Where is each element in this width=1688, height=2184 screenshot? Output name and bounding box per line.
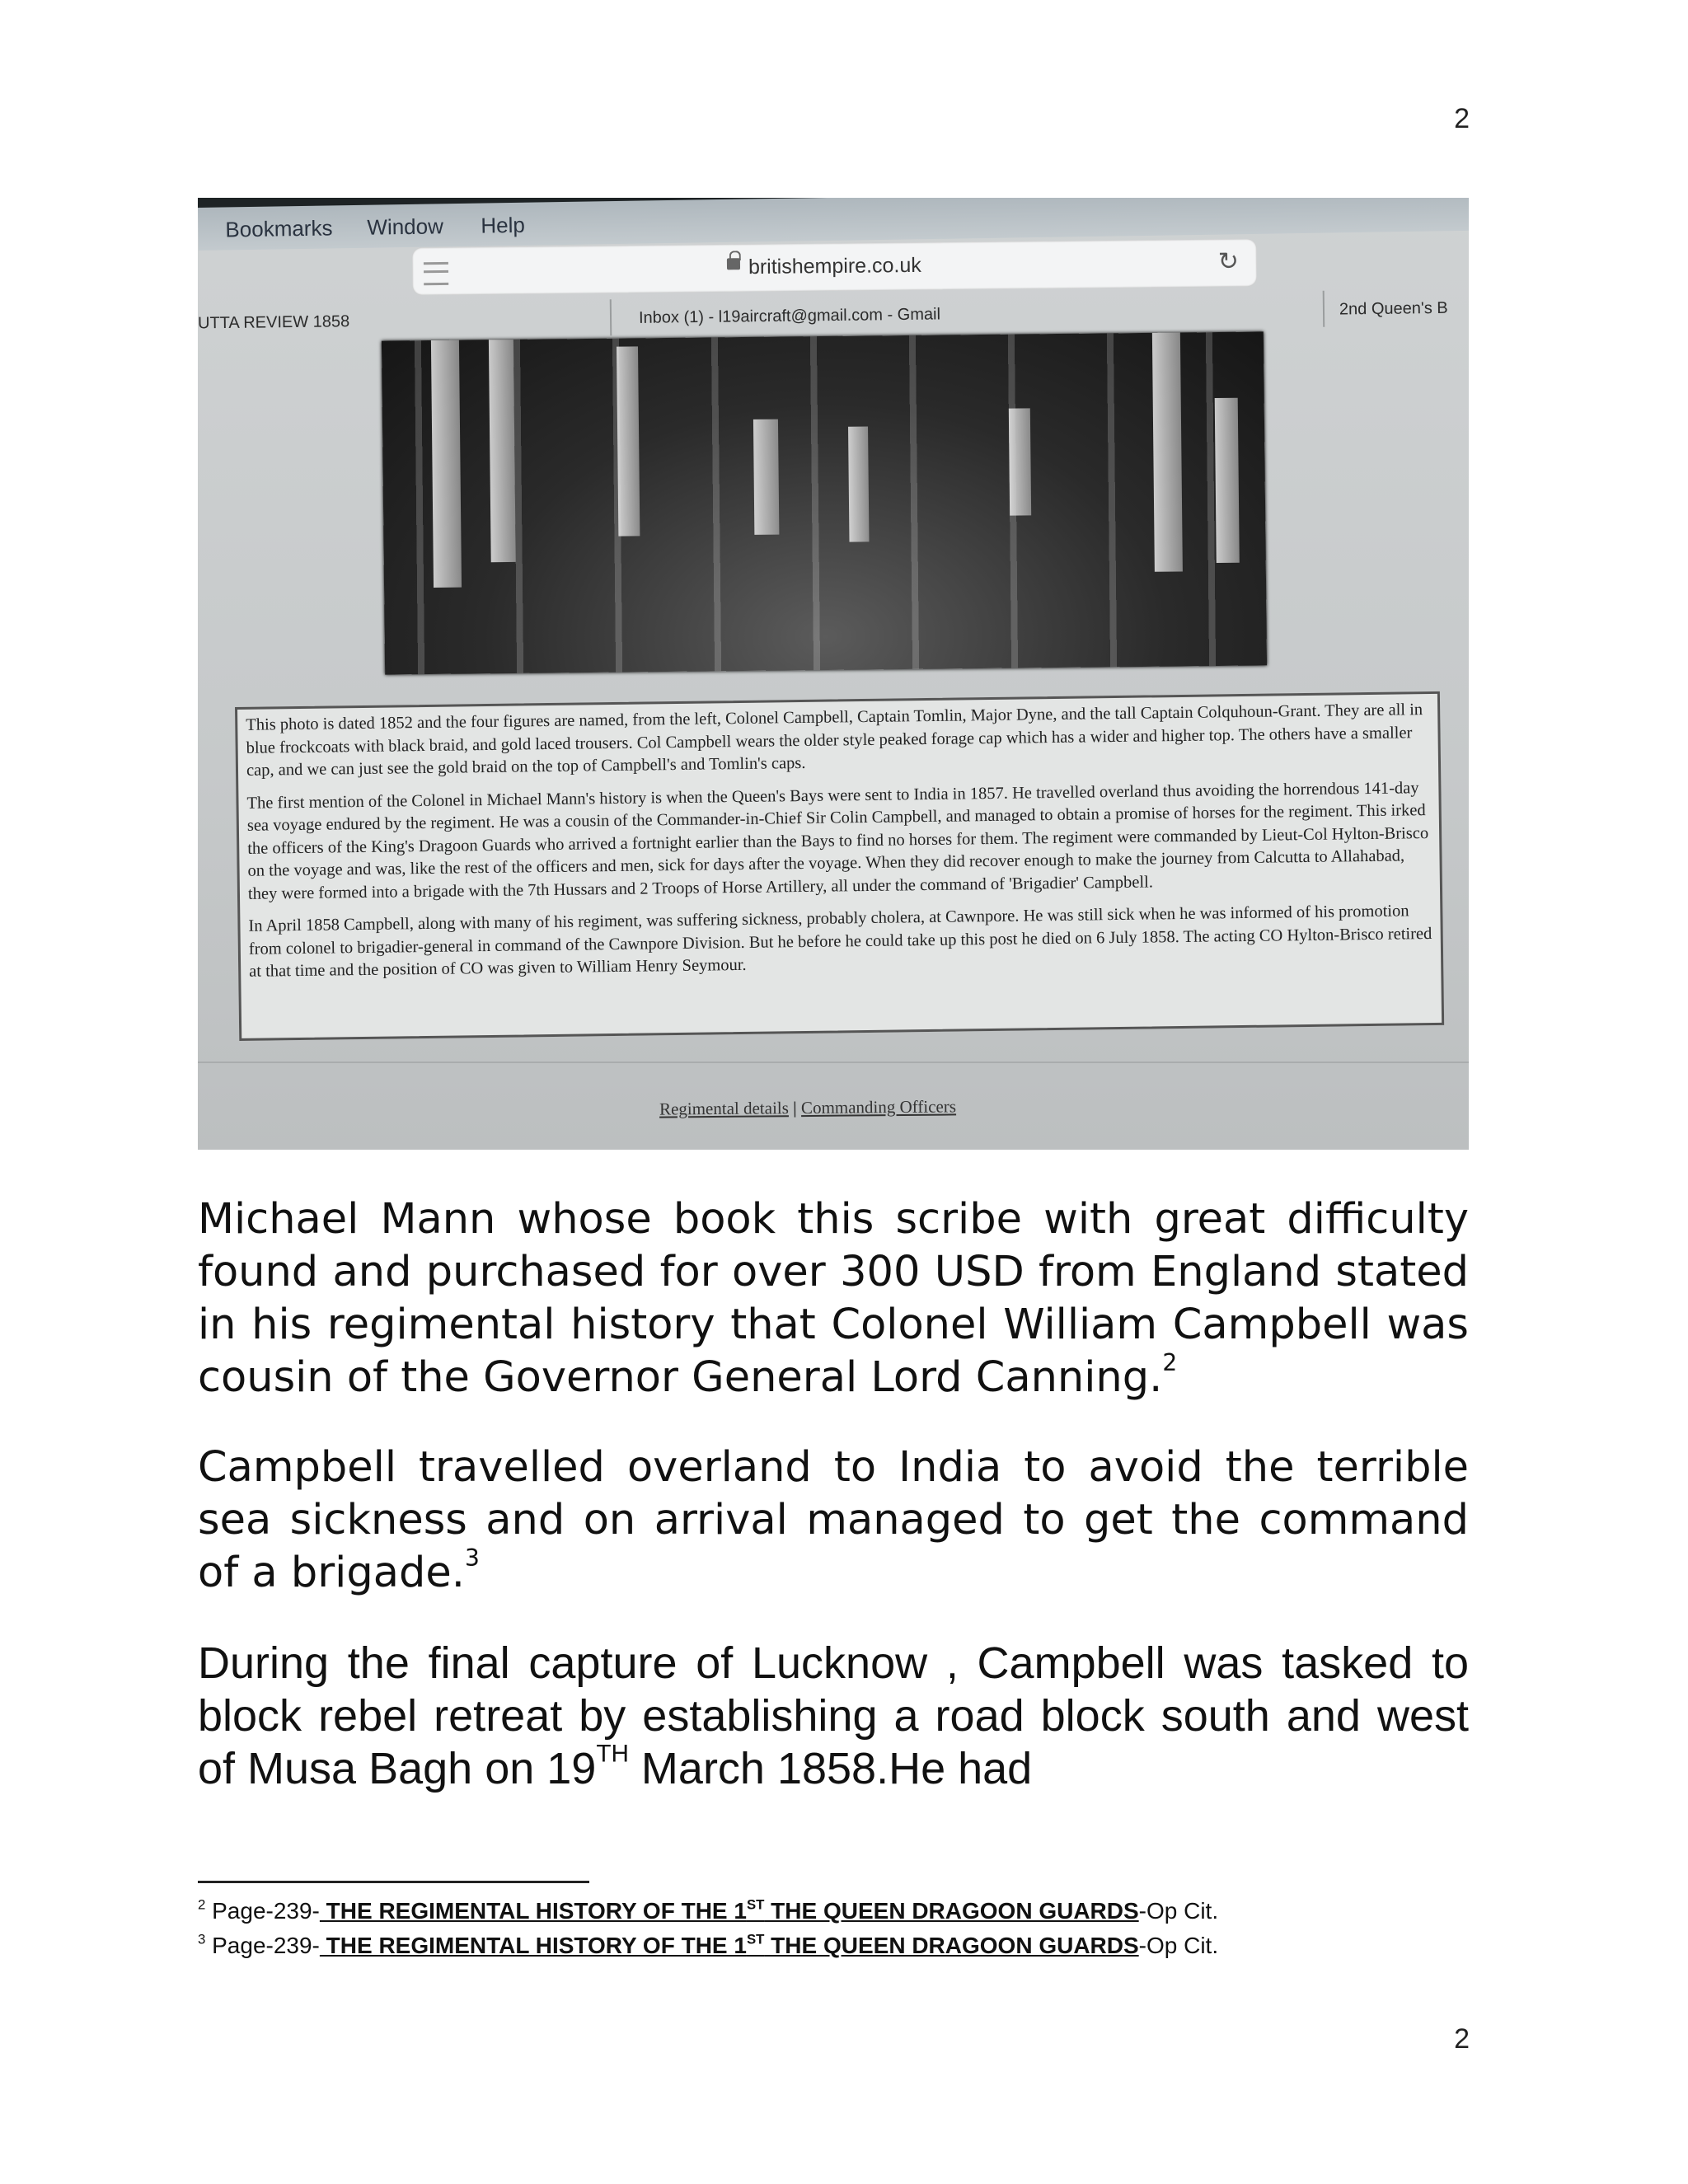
footnote xyxy=(198,1894,1469,1929)
footnotes xyxy=(198,1894,1469,1963)
footnote-mark: 2 xyxy=(198,1896,206,1913)
page-number-top: 2 xyxy=(1454,103,1470,134)
caption-paragraph: This photo is dated 1852 and the four figures are named, from the left, Colonel Campbell, Captain Tomlin, Major Dyne, and the tall Captain Colquhoun-Grant. They are all in blue frockcoats with black braid, and gold laced trousers. Col Campbell wears the older style peaked forage cap which has a wider and higher top. The others have a smaller cap, and we can just see the gold braid on the top of Campbell's and Tomlin's caps. xyxy=(246,701,1423,780)
menu-item-bookmarks[interactable]: Bookmarks xyxy=(225,215,333,242)
footnote-rule xyxy=(198,1881,589,1883)
footnote-suffix: -Op Cit. xyxy=(1138,1898,1219,1924)
footnote-title xyxy=(320,1898,1139,1924)
ordinal-suffix: TH xyxy=(596,1740,629,1768)
footnote-title-part: THE QUEEN DRAGOON GUARDS xyxy=(764,1898,1139,1924)
footnote-suffix: -Op Cit. xyxy=(1138,1933,1219,1958)
footnote-title-sup: ST xyxy=(746,1896,765,1913)
lock-icon xyxy=(727,258,740,269)
footnote-title-part: THE QUEEN DRAGOON GUARDS xyxy=(764,1933,1139,1958)
caption-paragraph: In April 1858 Campbell, along with many of his regiment, was suffering sickness, probably cholera, at Cawnpore. He was still sick when he was informed of his promotion from colonel to brigadier-general in command of the Cawnpore Division. But he before he could take up this post he died on 6 July 1858. The acting CO Hylton-Brisco retired at that time and the position of CO was given to William Henry Seymour. xyxy=(248,902,1432,981)
tab-queens-bays[interactable]: 2nd Queen's B xyxy=(1339,298,1448,319)
body-paragraph xyxy=(198,1193,1469,1404)
footnote-title xyxy=(320,1933,1139,1958)
footnote-mark: 3 xyxy=(198,1931,206,1947)
tab-calcutta-review[interactable]: UTTA REVIEW 1858 xyxy=(198,312,350,333)
paragraph-text: March 1858.He had xyxy=(628,1744,1033,1793)
footnote-prefix: Page-239- xyxy=(205,1933,320,1958)
footnote-ref[interactable]: 3 xyxy=(464,1544,480,1572)
paragraph-text: Campbell travelled overland to India to avoid the terrible sea sickness and on arrival managed to get the command of a brigade. xyxy=(198,1443,1469,1597)
caption-paragraph: The first mention of the Colonel in Michael Mann's history is when the Queen's Bays were sent to India in 1857. He travelled overland thus avoiding the horrendous 141-day sea voyage endured by the regiment. He was a cousin of the Commander-in-Chief Sir Colin Campbell, and managed to obtain a promise of horses for the regiment. This irked the officers of the King's Dragoon Guards who arrived a fortnight earlier than the Bays to find no horses for them. The regiment were commanded by Lieut-Col Hylton-Brisco on the voyage and was, like the rest of the officers and men, sick for days after the voyage. When they did recover enough to make the journey from Calcutta to Allahabad, they were formed into a brigade with the 7th Hussars and 2 Troops of Horse Artillery, all under the command of 'Brigadier' Campbell. xyxy=(246,778,1429,903)
footnote-title-part: THE REGIMENTAL HISTORY OF THE 1 xyxy=(319,1898,747,1924)
link-separator: | xyxy=(793,1098,797,1118)
body-text xyxy=(198,1193,1469,1832)
tab-divider xyxy=(610,299,612,335)
page-number-bottom: 2 xyxy=(1454,2023,1470,2055)
reader-list-icon[interactable] xyxy=(424,262,448,285)
footer-divider xyxy=(198,1062,1469,1063)
menu-item-window[interactable]: Window xyxy=(367,213,444,240)
paragraph-text: Michael Mann whose book this scribe with great difficulty found and purchased for over 300 USD from England stated in his regimental history that Colonel William Campbell was cousin of the Governor General Lord Canning. xyxy=(198,1195,1469,1402)
link-commanding-officers[interactable]: Commanding Officers xyxy=(800,1096,957,1118)
menu-item-help[interactable]: Help xyxy=(481,212,526,238)
body-paragraph xyxy=(198,1441,1469,1600)
footnote-prefix: Page-239- xyxy=(205,1898,320,1924)
reload-icon[interactable]: ↻ xyxy=(1217,247,1240,276)
footnote-ref[interactable]: 2 xyxy=(1162,1348,1178,1376)
address-domain: britishempire.co.uk xyxy=(748,253,921,279)
historical-photo xyxy=(382,331,1267,674)
screenshot-photo xyxy=(198,198,1469,1150)
footnote-title-part: THE REGIMENTAL HISTORY OF THE 1 xyxy=(319,1933,747,1958)
address-bar[interactable] xyxy=(412,239,1258,296)
footnote-title-sup: ST xyxy=(746,1931,765,1947)
tab-divider xyxy=(1323,291,1325,327)
body-paragraph xyxy=(198,1637,1469,1795)
footer-links xyxy=(659,1096,956,1119)
paragraph-text: During the final capture of Lucknow , Campbell was tasked to block rebel retreat by establishing a road block south and west of Musa Bagh on 19 xyxy=(198,1638,1469,1793)
link-regimental-details[interactable]: Regimental details xyxy=(659,1098,789,1119)
tab-gmail-inbox[interactable]: Inbox (1) - l19aircraft@gmail.com - Gmail xyxy=(638,305,941,327)
tab-bar xyxy=(198,289,1469,341)
footnote xyxy=(198,1929,1469,1963)
photo-caption xyxy=(235,691,1444,1041)
